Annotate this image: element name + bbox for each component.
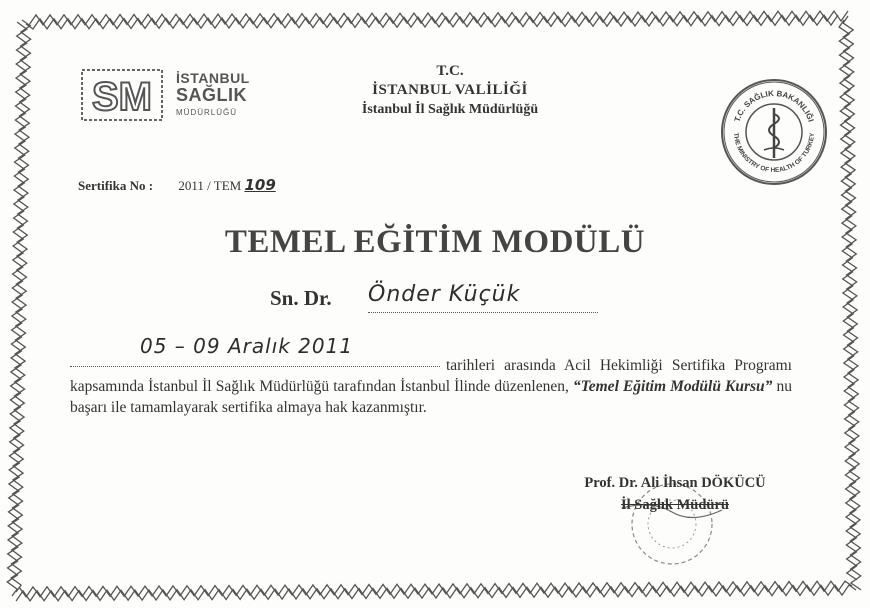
recipient-prefix: Sn. Dr.	[270, 286, 332, 310]
body-text-2: nu başarı ile tamamlayarak sertifika almaya hak kazanmıştır.	[70, 378, 793, 416]
issuer-header	[300, 62, 600, 119]
header-tc: T.C.	[436, 63, 464, 79]
body-text-1: tarihleri arasında Acil Hekimliği Sertifika Programı kapsamında İstanbul İl Sağlık Müdürlüğü tarafından İstanbul İlinde düzenlenen,	[70, 357, 792, 395]
certificate-body	[70, 355, 792, 418]
logo-mark: SM	[92, 75, 152, 119]
certificate-title: TEMEL EĞİTİM MODÜLÜ	[224, 224, 646, 260]
ministry-seal-icon	[720, 78, 828, 186]
certificate-number-separator: :	[148, 178, 154, 193]
signatory-name: Prof. Dr. Ali İhsan DÖKÜCÜ	[584, 475, 766, 491]
body-course-name: “Temel Eğitim Modülü Kursu”	[572, 378, 773, 395]
signatory-title: İl Sağlık Müdürü	[621, 497, 729, 513]
certificate-number-handwritten: 109	[244, 176, 276, 194]
recipient-dotted-line	[368, 312, 598, 313]
course-dates-handwritten: 05 – 09 Aralık 2011	[140, 334, 354, 358]
logo-line-3: MÜDÜRLÜĞÜ	[176, 108, 237, 117]
logo-line-1: İSTANBUL	[176, 70, 250, 86]
certificate-number-label: Sertifika No	[78, 178, 146, 193]
logo-line-2: SAĞLIK	[176, 85, 248, 105]
header-mudurluk: İstanbul İl Sağlık Müdürlüğü	[361, 102, 539, 117]
border-zigzag	[843, 16, 861, 590]
border-zigzag	[26, 15, 838, 29]
certificate-number	[78, 176, 276, 194]
signature-block	[560, 472, 790, 516]
recipient-line	[270, 282, 600, 318]
recipient-name-handwritten: Önder Küçük	[368, 282, 521, 307]
certificate-number-prefix: 2011 / TEM	[178, 178, 242, 193]
date-dotted-line	[70, 366, 440, 367]
border-zigzag	[7, 22, 27, 596]
sm-logo-icon	[80, 64, 164, 124]
seal-bottom-text: THE MINISTRY OF HEALTH OF TURKEY	[731, 132, 817, 175]
header-valilik: İSTANBUL VALİLİĞİ	[372, 82, 528, 98]
border-zigzag	[19, 581, 852, 597]
istanbul-saglik-logo	[80, 62, 250, 126]
seal-top-text: T.C. SAĞLIK BAKANLIĞI	[732, 88, 816, 124]
